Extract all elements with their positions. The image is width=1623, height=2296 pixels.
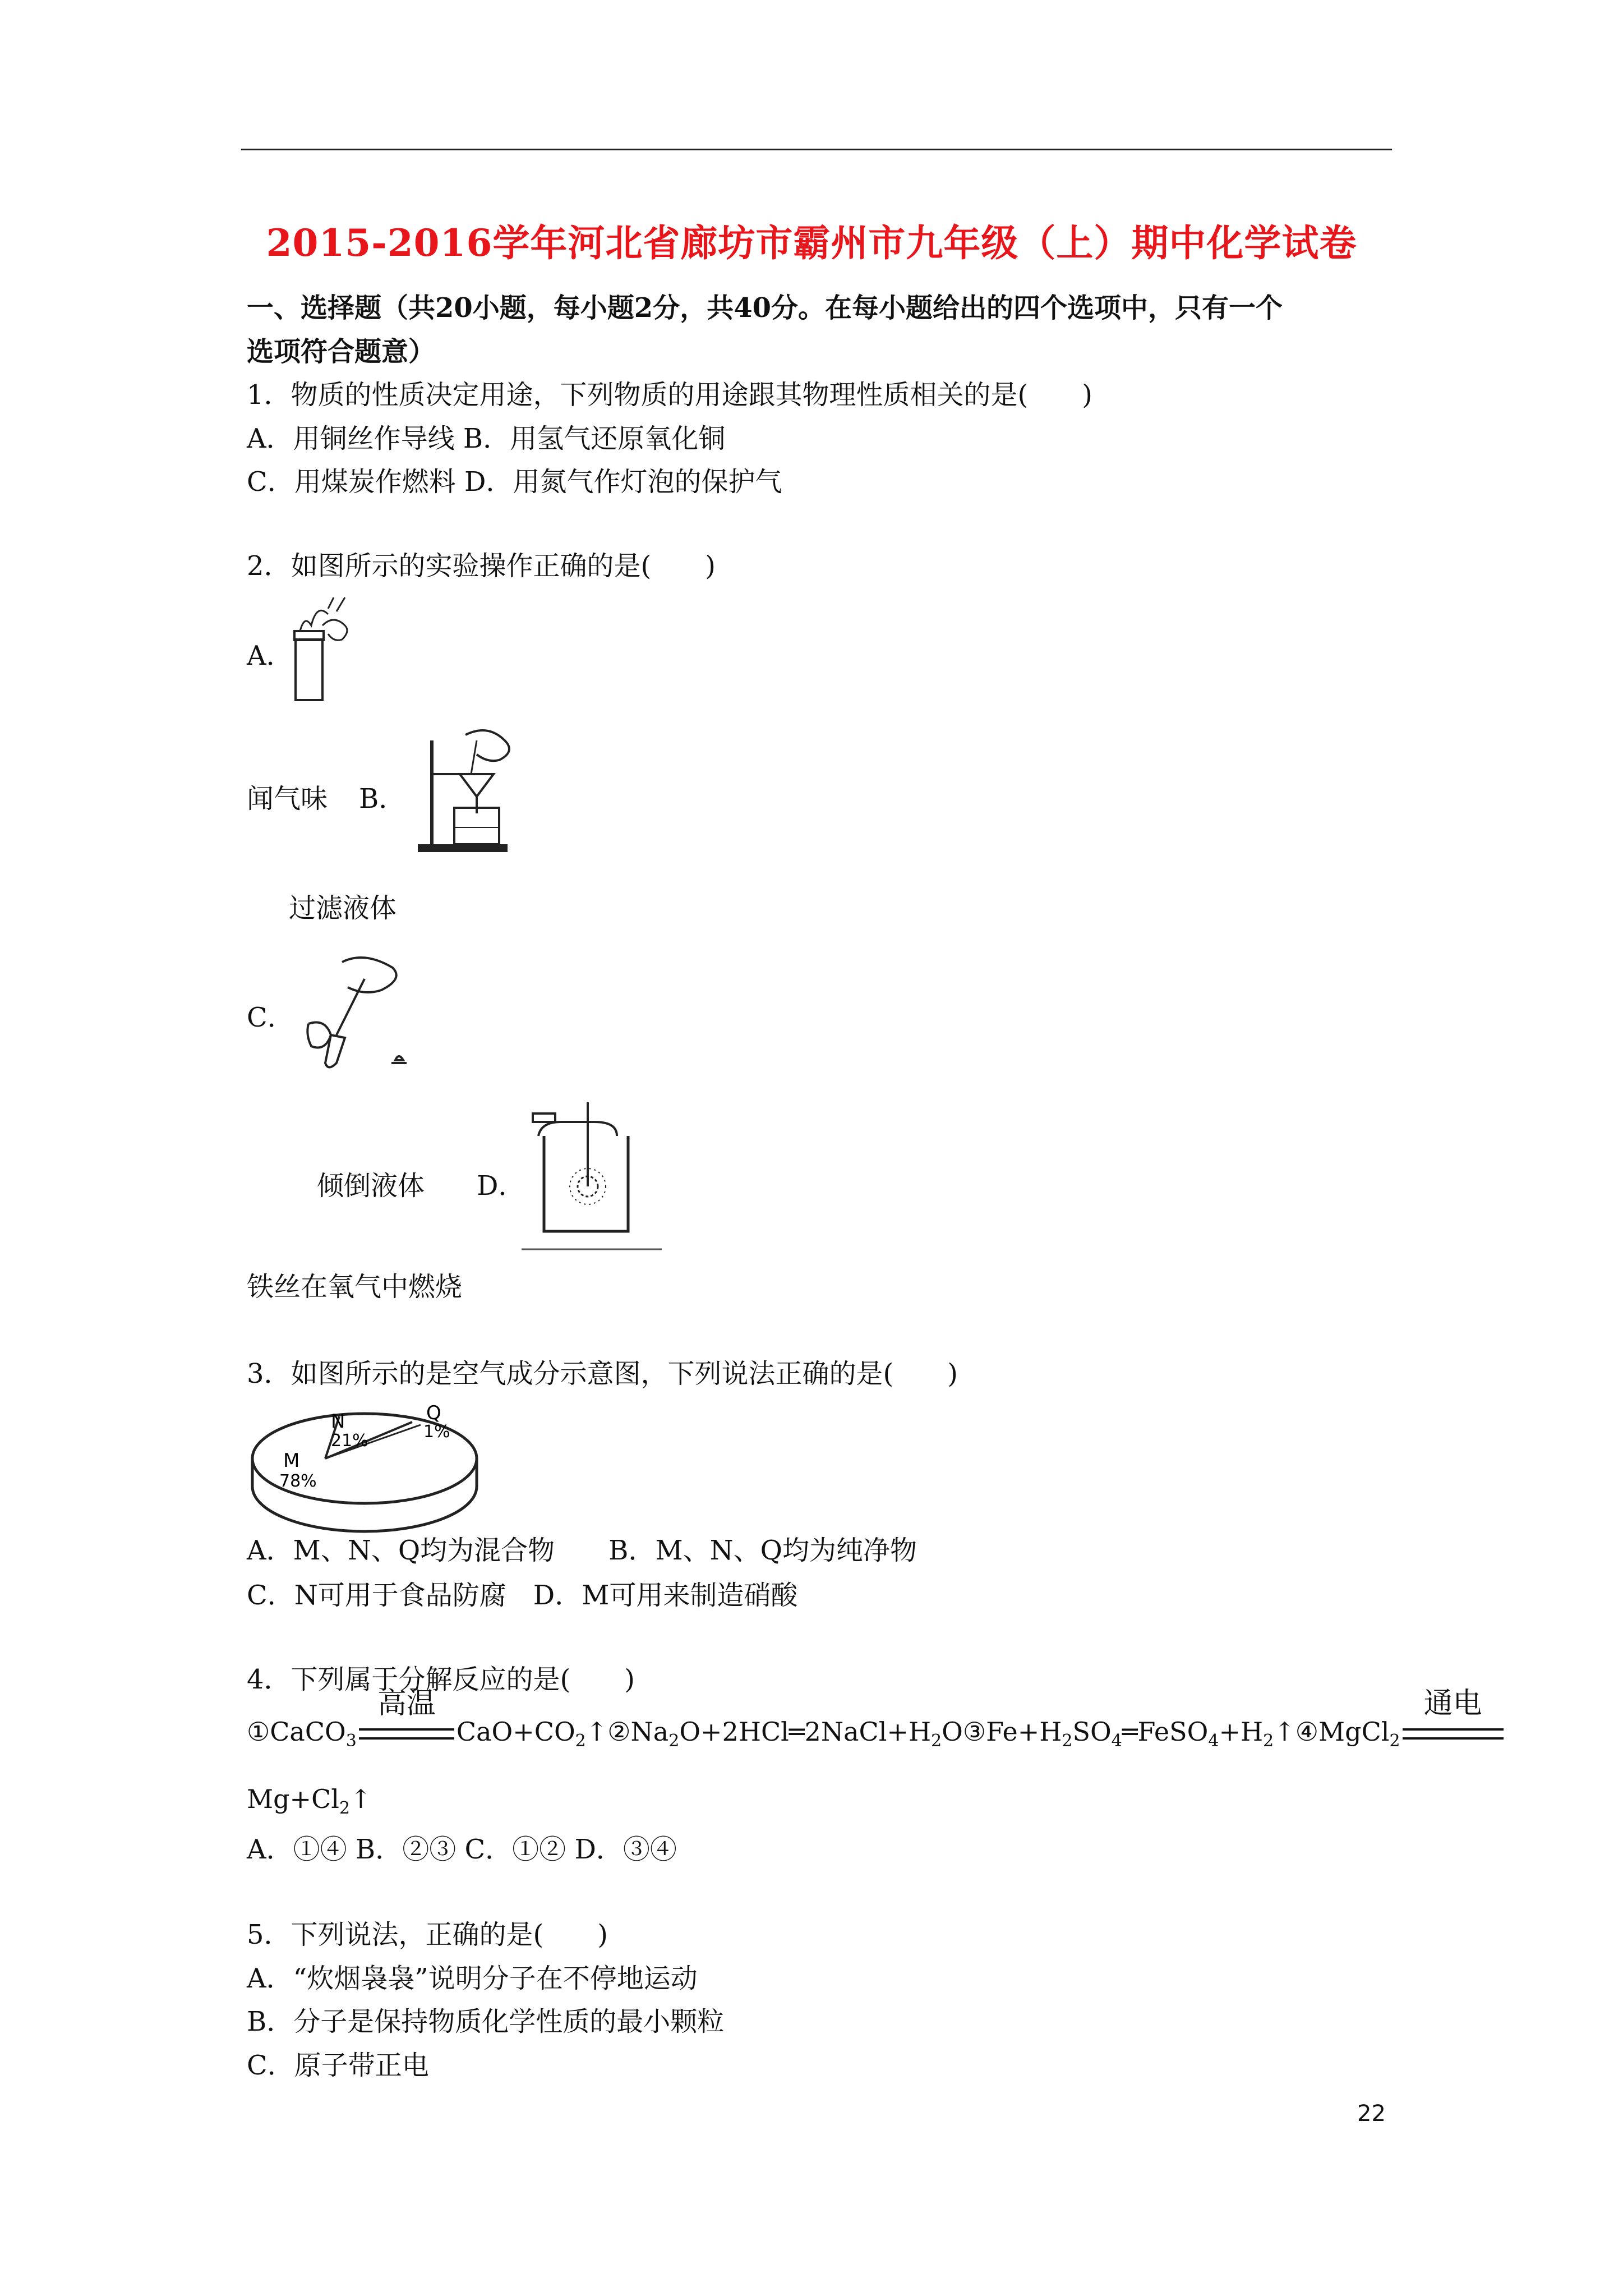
r2-sub1: 2 (668, 1731, 680, 1751)
r2-a: ↑②Na (585, 1717, 669, 1747)
q3-options-ab: A．M、N、Q均为混合物 B．M、N、Q均为纯净物 (247, 1535, 917, 1566)
q4-reactions (247, 1687, 1506, 1751)
pie-pct-n: 21% (331, 1431, 368, 1451)
r4-product: Mg+Cl (247, 1784, 339, 1814)
r1-sub: 3 (345, 1731, 357, 1751)
r3-sub1: 2 (1062, 1731, 1073, 1751)
q2-stem: 2．如图所示的实验操作正确的是( ) (247, 550, 716, 582)
pie-pct-q: 1% (423, 1422, 450, 1442)
r4-product-sub: 2 (339, 1798, 351, 1819)
page-number: 22 (1357, 2101, 1386, 2127)
q3-options-cd: C．N可用于食品防腐 D．M可用来制造硝酸 (247, 1580, 798, 1611)
header-rule (241, 149, 1392, 150)
q1-options-cd: C．用煤炭作燃料 D．用氮气作灯泡的保护气 (247, 466, 782, 498)
pie-label-q: Q (426, 1402, 441, 1424)
q5-option-b: B．分子是保持物质化学性质的最小颗粒 (247, 2006, 725, 2037)
filtration-figure (415, 724, 522, 858)
q2-option-a-label: A． (247, 640, 293, 671)
q4-line2 (247, 1784, 372, 1818)
q1-options-ab: A．用铜丝作导线 B．用氢气还原氧化铜 (247, 423, 726, 454)
q4-stem: 4．下列属于分解反应的是( ) (247, 1664, 635, 1695)
r2-b: O+2HCl═2NaCl+H (679, 1717, 932, 1747)
r1-pre: ①CaCO (247, 1717, 346, 1747)
pie-label-m: M (283, 1450, 300, 1472)
q2-option-d-caption: 铁丝在氧气中燃烧 (247, 1271, 463, 1303)
r4-arrow (1400, 1687, 1506, 1747)
q5-stem: 5．下列说法，正确的是( ) (247, 1919, 608, 1950)
r4-condition: 通电 (1423, 1687, 1482, 1720)
r3-d: +H (1219, 1717, 1264, 1747)
smell-gas-figure (283, 592, 356, 704)
r4-product-arrow: ↑ (350, 1784, 372, 1814)
q2-option-b-caption: 过滤液体 (289, 892, 397, 924)
section-heading-line2: 选项符合题意） (247, 336, 436, 367)
r2-sub2: 2 (931, 1731, 942, 1751)
pie-pct-m: 78% (279, 1471, 317, 1491)
r1-post-sub: 2 (575, 1731, 586, 1751)
q2-option-d-label: D． (477, 1170, 525, 1202)
r4-pre: ↑④MgCl (1274, 1717, 1390, 1747)
page-title: 2015-2016学年河北省廊坊市霸州市九年级（上）期中化学试卷 (266, 221, 1357, 265)
q1-stem: 1．物质的性质决定用途，下列物质的用途跟其物理性质相关的是( ) (247, 379, 1092, 411)
iron-burning-figure (522, 1102, 667, 1254)
r1-arrow (357, 1687, 457, 1747)
q5-option-a: A．“炊烟袅袅”说明分子在不停地运动 (247, 1963, 698, 1994)
q4-options: A．①④ B．②③ C．①② D．③④ (247, 1834, 677, 1865)
q2-option-b-label: B． (359, 783, 406, 815)
q5-option-c: C．原子带正电 (247, 2050, 429, 2081)
section-heading-line1: 一、选择题（共20小题，每小题2分，共40分。在每小题给出的四个选项中，只有一个 (247, 292, 1283, 324)
r4-sub: 2 (1389, 1731, 1400, 1751)
q2-option-a-caption: 闻气味 (247, 783, 328, 815)
q2-option-c-caption: 倾倒液体 (317, 1170, 425, 1202)
r3-sub2: 4 (1111, 1731, 1122, 1751)
r1-post: CaO+CO (456, 1717, 575, 1747)
r3-c: ═FeSO (1122, 1717, 1209, 1747)
q3-stem: 3．如图所示的是空气成分示意图，下列说法正确的是( ) (247, 1358, 958, 1389)
pie-label-n: N (331, 1410, 345, 1433)
r3-sub3: 4 (1208, 1731, 1219, 1751)
air-composition-pie-chart (241, 1402, 488, 1537)
r3-sub4: 2 (1263, 1731, 1274, 1751)
r2-c: O③Fe+H (942, 1717, 1062, 1747)
q2-option-c-label: C． (247, 1002, 294, 1033)
r3-b: SO (1072, 1717, 1112, 1747)
r1-condition: 高温 (377, 1687, 436, 1720)
pour-liquid-figure (297, 951, 421, 1074)
